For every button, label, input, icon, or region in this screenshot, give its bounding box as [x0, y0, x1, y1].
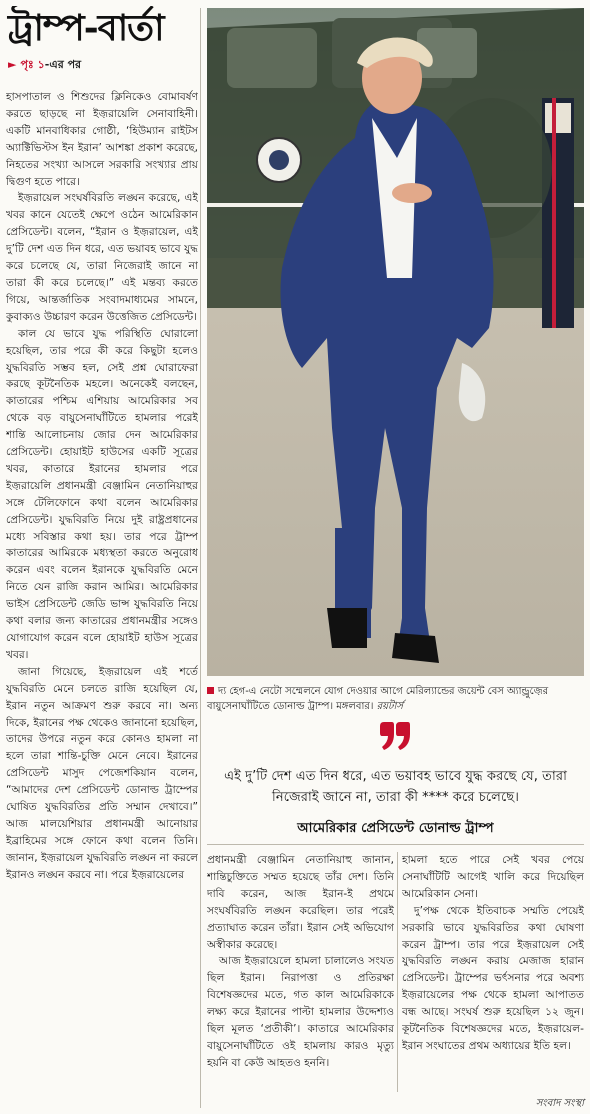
article-body-middle — [207, 852, 394, 1110]
quote-attribution: আমেরিকার প্রেসিডেন্ট ডোনাল্ড ট্রাম্প — [297, 821, 494, 836]
news-photo[interactable] — [207, 8, 584, 676]
caption-source: রয়টার্স — [376, 701, 403, 712]
headline: ট্রাম্প-বার্তা — [8, 7, 164, 49]
column-divider — [200, 8, 201, 1108]
continued-from — [8, 56, 198, 75]
paragraph: প্রধানমন্ত্রী বেঞ্জামিন নেতানিয়াহু জানান, শান্তিচুক্তিতে সম্মত হয়েছে তাঁর দেশ। তিনি দাবি করেন, আজ ইরান-ই প্রথমে সংঘর্ষবিরতি লঙ্ঘন করেছিল। তার পরেই প্রত্যাঘাত করেন তাঁরা। ইরান সেই অভিযোগ অস্বীকার করেছে। — [207, 854, 394, 951]
caption-marker-icon — [207, 687, 214, 694]
section-divider — [207, 844, 584, 845]
page-ref[interactable]: পৃঃ ১ — [20, 58, 45, 71]
paragraph: আজ ইজ়রায়েলে হামলা চালালেও সংযত ছিল ইরান। নিরাপত্তা ও প্রতিরক্ষা বিশেষজ্ঞদের মতে, গত কাল আমেরিকাকে লক্ষ্য করে ইরানের পাল্টা হামলার উদ্দেশ্যও ছিল মূলত ‘প্রতীকী’। কাতারে আমেরিকার বায়ুসেনাঘাঁটিতে ওই হামলায় কারও মৃত্যু হয়নি বা কেউ আহতও হননি। — [207, 955, 394, 1069]
paragraph: দু’পক্ষ থেকে ইতিবাচক সম্মতি পেয়েই সরকারি ভাবে যুদ্ধবিরতির কথা ঘোষণা করেন ট্রাম্প। তার পরে ইজ়রায়েল সেই যুদ্ধবিরতি লঙ্ঘন করায় মেজাজ হারান প্রেসিডেন্ট। ট্রাম্পের ভর্ৎসনার পরে অবশ্য ইজ়রায়েলের পক্ষ থেকে হামলা আপাতত বন্ধ আছে। সংঘর্ষ শুরু হয়েছিল ১২ জুন। কূটনৈতিক বিশেষজ্ঞদের মতে, ইজ়রায়েল-ইরান সংঘাতের প্রথম অধ্যায়ের ইতি হল। — [402, 904, 584, 1052]
continued-suffix: -এর পর — [44, 58, 82, 71]
left-column — [6, 6, 198, 1110]
arrow-icon: ► — [8, 58, 17, 71]
paragraph: হামলা হতে পারে সেই খবর পেয়ে সেনাঘাঁটিটি আগেই খালি করে দিয়েছিল আমেরিকান সেনা। — [402, 854, 584, 900]
paragraph: ইজ়রায়েল সংঘর্ষবিরতি লঙ্ঘন করেছে, এই খবর কানে যেতেই ক্ষেপে ওঠেন আমেরিকান প্রেসিডেন্ট। বলেন, “ইরান ও ইজ়রায়েল, এই দু’টি দেশ এত দিন ধরে, এত ভয়াবহ ভাবে যুদ্ধ করে চলেছে যে, তারা নিজেরাই জানে না তারা কী করে চলেছে।” এই মন্তব্য করতে গিয়ে, আন্তর্জাতিক সংবাদমাধ্যমের সামনে, কুবাক্যও উচ্চারণ করেন উত্তেজিত প্রেসিডেন্ট। — [6, 192, 198, 323]
photo-caption — [207, 684, 584, 714]
quote-mark-icon — [378, 722, 412, 752]
paragraph: জানা গিয়েছে, ইজ়রায়েল এই শর্তে যুদ্ধবিরতি মেনে চলতে রাজি হয়েছিল যে, ইরান নতুন আক্রমণ শুরু করবে না। অন্য দিকে, ইরানের পক্ষ থেকেও জানানো হয়েছিল, তাদের উপরে নতুন করে কোনও হামলা না হলে তারা শান্তি-চুক্তি মেনে নেবে। ইরানের প্রেসিডেন্ট মাসুদ পেজেশকিয়ান বলেন, “আমাদের দেশ প্রেসিডেন্ট ডোনাল্ড ট্রাম্পের ঘোষিত যুদ্ধবিরতির প্রতি সম্মান দেখাবে।” আজ মালয়েশিয়ার প্রধানমন্ত্রী আনোয়ার ইব্রাহিমের সঙ্গে ফোনে কথা বলেন তিনি। জানান, ইজ়রায়েল যুদ্ধবিরতি লঙ্ঘন না করলে ইরানও লঙ্ঘন করবে না। পরে ইজ়রায়েলের — [6, 665, 198, 881]
column-divider — [397, 852, 398, 1092]
article-body-right — [402, 852, 584, 1110]
news-agency-credit: সংবাদ সংস্থা — [535, 1098, 584, 1109]
article-body-left — [6, 89, 198, 884]
paragraph: কাল যে ভাবে যুদ্ধ পরিস্থিতি ঘোরালো হয়েছিল, তার পরে কী করে কিছুটা হলেও যুদ্ধবিরতি সম্ভব হল, সেই প্রশ্ন ঘোরাফেরা করছে কূটনৈতিক মহলে। অনেকেই বলছেন, কাতারের পশ্চিম এশিয়ায় আমেরিকার সব থেকে বড় বায়ুসেনাঘাঁটিতে হামলার পরেই শান্তি আলোচনায় জোর দেন আমেরিকার প্রেসিডেন্ট। হোয়াইট হাউসের একটি সূত্রের খবর, কাতারে ইরানের হামলার পরে ইজ়রায়েলি প্রধানমন্ত্রী বেঞ্জামিন নেতানিয়াহুর সঙ্গে টেলিফোনে কথা বলেন আমেরিকার প্রেসিডেন্ট। যুদ্ধবিরতি নিয়ে দুই রাষ্ট্রপ্রধানের মধ্যে সবিস্তার কথা হয়। তার পরে ট্রাম্প কাতারের আমিরকে মধ্যস্থতা করতে অনুরোধ করেন এবং বলেন ইরানকে যুদ্ধবিরতি মেনে নিতে যেন রাজি করান আমির। আমেরিকার ভাইস প্রেসিডেন্ট জেডি ভান্স যুদ্ধবিরতি নিয়ে কথা বলার জন্য কাতারের প্রধানমন্ত্রীর সঙ্গেও যোগাযোগ করেন বলে হোয়াইট হাউস সূত্রের খবর। — [6, 327, 198, 661]
paragraph: হাসপাতাল ও শিশুদের ক্লিনিকেও বোমাবর্ষণ করতে ছাড়ছে না ইজ়রায়েলি সেনাবাহিনী। একটি মানবাধিকার গোষ্ঠী, ‘হিউম্যান রাইটস অ্যাক্টিভিস্টস ইন ইরান’ আশঙ্কা প্রকাশ করেছে, নিহতের সংখ্যা আসলে সরকারি সংখ্যার প্রায় দ্বিগুণ হতে পারে। — [6, 91, 198, 188]
caption-text: দ্য হেগ-এ নেটো সম্মেলনে যোগ দেওয়ার আগে মেরিল্যান্ডের জয়েন্ট বেস অ্যান্ড্রুজ়ের বায়ুসেনাঘাঁটিতে ডোনাল্ড ট্রাম্প। মঙ্গলবার। — [207, 686, 549, 712]
pull-quote: এই দু’টি দেশ এত দিন ধরে, এত ভয়াবহ ভাবে যুদ্ধ করছে যে, তারা নিজেরাই জানে না, তারা কী **** করে চলেছে। — [224, 769, 567, 805]
photo-illustration — [207, 8, 584, 676]
